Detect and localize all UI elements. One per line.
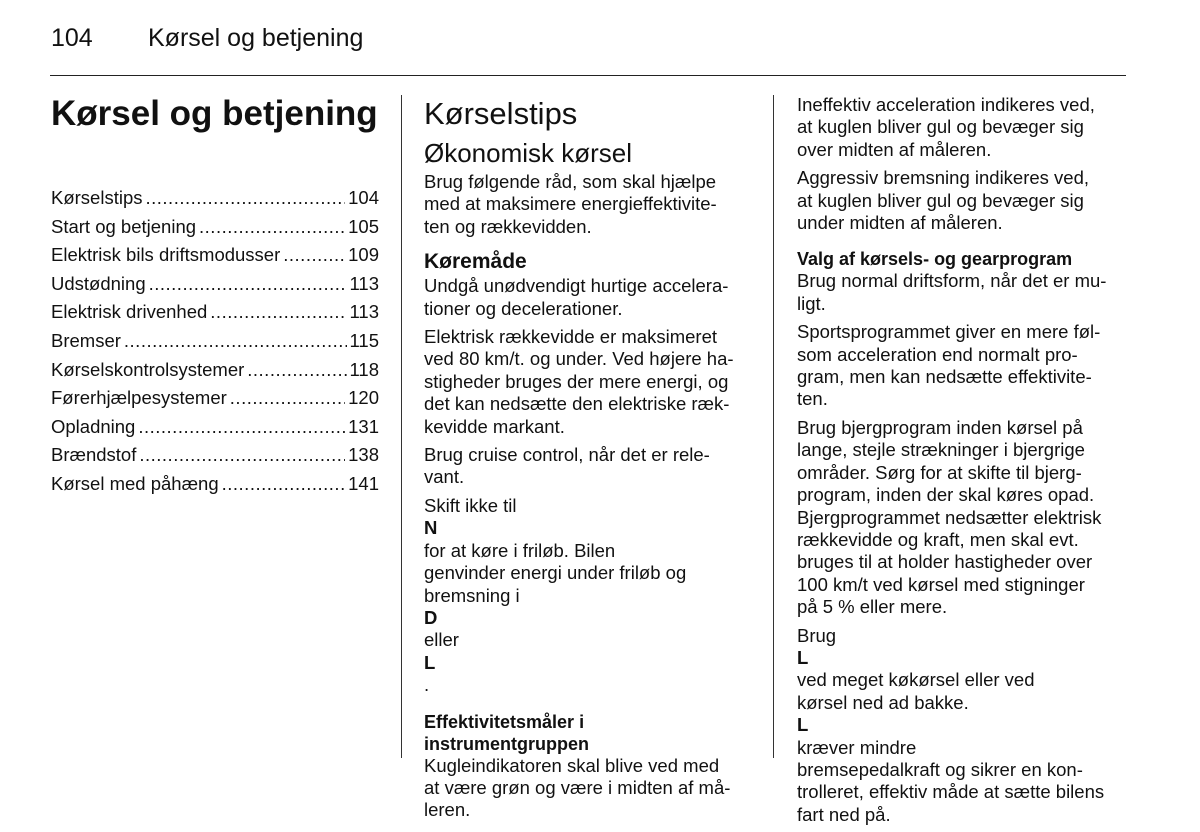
toc-page: 113: [349, 272, 379, 294]
text-line: Brug normal driftsform, når det er mu-: [797, 270, 1107, 292]
toc-entry[interactable]: [51, 356, 379, 385]
text-line: med at maksimere energieffektivite-: [424, 193, 717, 215]
toc-leader: [230, 384, 345, 413]
section-heading: Kørselstips: [424, 96, 578, 131]
text-line: leren.: [424, 799, 471, 821]
text-line: at være grøn og være i midten af må-: [424, 776, 731, 798]
text-line: Brug bjergprogram inden kørsel på: [797, 416, 1083, 438]
column-divider-1: [401, 95, 402, 758]
toc-entry[interactable]: [51, 384, 379, 413]
toc-page: 104: [348, 187, 379, 208]
text-line: vant.: [424, 466, 465, 488]
subheading-efficiency-meter: [424, 711, 754, 755]
text-line: 100 km/t ved kørsel med stigninger: [797, 573, 1085, 595]
toc-entry[interactable]: [51, 241, 379, 270]
toc-page: 115: [349, 329, 379, 351]
toc-label: Opladning: [51, 415, 136, 437]
text-line: Elektrisk rækkevidde er maksimeret: [424, 326, 717, 348]
column-1: [51, 94, 379, 499]
toc-page: 120: [348, 387, 379, 409]
toc-entry[interactable]: [51, 470, 379, 499]
toc-page: 141: [348, 472, 379, 494]
toc-label: Bremser: [51, 329, 121, 351]
text-line: Effektivitetsmåler i: [424, 711, 585, 732]
text-line: tioner og decelerationer.: [424, 297, 623, 319]
page-number: 104: [51, 24, 93, 52]
toc-label: Kørselstips: [51, 187, 143, 208]
text-line: som acceleration end normalt pro-: [797, 343, 1078, 365]
table-of-contents: [51, 184, 379, 499]
toc-page: 109: [348, 244, 379, 266]
paragraph: [797, 94, 1127, 161]
text-line: bremsning i D eller L .: [424, 584, 520, 696]
text-line: på 5 % eller mere.: [797, 596, 948, 618]
toc-entry[interactable]: [51, 413, 379, 442]
paragraph: [424, 444, 754, 489]
toc-page: 138: [348, 444, 379, 466]
toc-entry[interactable]: [51, 270, 379, 299]
paragraph: [797, 167, 1127, 234]
text-line: Skift ikke til N for at køre i friløb. Bilen: [424, 494, 616, 561]
toc-label: Elektrisk bils driftsmodusser: [51, 244, 281, 266]
subsection-heading: Økonomisk kørsel: [424, 138, 633, 168]
text-line: lange, stejle strækninger i bjergrige: [797, 439, 1085, 461]
text-line: kevidde markant.: [424, 415, 565, 437]
paragraph: [424, 755, 754, 822]
toc-leader: [149, 270, 347, 299]
text-line: instrumentgruppen: [424, 733, 589, 754]
text-line: genvinder energi under friløb og: [424, 562, 687, 584]
text-line: at kuglen bliver gul og bevæger sig: [797, 116, 1084, 138]
toc-label: Kørsel med påhæng: [51, 472, 219, 494]
text-line: stigheder bruges der mere energi, og: [424, 370, 729, 392]
toc-entry[interactable]: [51, 213, 379, 242]
text-line: Brug cruise control, når det er rele-: [424, 444, 710, 466]
subheading-koremade: Køremåde: [424, 250, 527, 274]
toc-leader: [199, 213, 345, 242]
toc-page: 118: [349, 358, 379, 380]
toc-page: 131: [348, 415, 379, 437]
toc-entry[interactable]: [51, 184, 379, 213]
text-line: Bjergprogrammet nedsætter elektrisk: [797, 506, 1102, 528]
text-line: under midten af måleren.: [797, 212, 1003, 234]
toc-page: 105: [348, 215, 379, 237]
header-divider: [50, 75, 1126, 76]
running-title: Kørsel og betjening: [148, 24, 364, 52]
toc-label: Elektrisk drivenhed: [51, 301, 208, 323]
text-line: ligt.: [797, 292, 826, 314]
text-line: Brug følgende råd, som skal hjælpe: [424, 171, 717, 192]
toc-leader: [139, 441, 345, 470]
text-line: bruges til at holder hastigheder over: [797, 551, 1093, 573]
toc-leader: [247, 356, 346, 385]
toc-entry[interactable]: [51, 441, 379, 470]
toc-leader: [210, 298, 346, 327]
intro-paragraph: [424, 171, 754, 238]
column-3: [797, 94, 1127, 832]
toc-label: Brændstof: [51, 444, 137, 466]
text-line: gram, men kan nedsætte effektivite-: [797, 366, 1092, 388]
text-line: Aggressiv bremsning indikeres ved,: [797, 167, 1090, 189]
text-line: Brug L ved meget køkørsel eller ved: [797, 624, 1035, 691]
toc-leader: [283, 241, 345, 270]
text-line: rækkevidde og kraft, men skal evt.: [797, 528, 1079, 550]
column-2: [424, 94, 754, 828]
text-line: trolleret, effektiv måde at sætte bilens: [797, 781, 1105, 803]
text-line: bremsepedalkraft og sikrer en kon-: [797, 758, 1083, 780]
toc-leader: [222, 470, 346, 499]
toc-entry[interactable]: [51, 298, 379, 327]
text-line: ten og rækkevidden.: [424, 215, 592, 237]
text-line: kørsel ned ad bakke. L kræver mindre: [797, 691, 969, 758]
toc-label: Start og betjening: [51, 215, 197, 237]
text-line: områder. Sørg for at skifte til bjerg-: [797, 461, 1082, 483]
paragraph: [797, 625, 1127, 827]
toc-leader: [124, 327, 347, 356]
text-line: Kugleindikatoren skal blive ved med: [424, 754, 720, 776]
text-line: Sportsprogrammet giver en mere føl-: [797, 321, 1101, 343]
paragraph: [797, 270, 1127, 315]
paragraph: [424, 495, 754, 697]
toc-leader: [146, 184, 346, 213]
toc-label: Udstødning: [51, 272, 146, 294]
column-divider-2: [773, 95, 774, 758]
toc-entry[interactable]: [51, 327, 379, 356]
text-line: over midten af måleren.: [797, 138, 992, 160]
paragraph: [424, 275, 754, 320]
paragraph: [797, 417, 1127, 619]
text-line: program, inden der skal køres opad.: [797, 484, 1095, 506]
text-line: det kan nedsætte den elektriske ræk-: [424, 393, 730, 415]
toc-label: Førerhjælpesystemer: [51, 387, 227, 409]
text-line: Undgå unødvendigt hurtige accelera-: [424, 275, 729, 297]
text-line: fart ned på.: [797, 803, 891, 825]
toc-leader: [138, 413, 345, 442]
text-line: ten.: [797, 388, 828, 410]
text-line: ved 80 km/t. og under. Ved højere ha-: [424, 348, 734, 370]
toc-label: Kørselskontrolsystemer: [51, 358, 245, 380]
chapter-title: Kørsel og betjening: [51, 94, 378, 133]
text-line: Ineffektiv acceleration indikeres ved,: [797, 94, 1095, 115]
toc-page: 113: [349, 301, 379, 323]
text-line: at kuglen bliver gul og bevæger sig: [797, 189, 1084, 211]
paragraph: [424, 326, 754, 438]
subheading-drive-program: Valg af kørsels- og gearprogram: [797, 249, 1073, 270]
paragraph: [797, 321, 1127, 411]
